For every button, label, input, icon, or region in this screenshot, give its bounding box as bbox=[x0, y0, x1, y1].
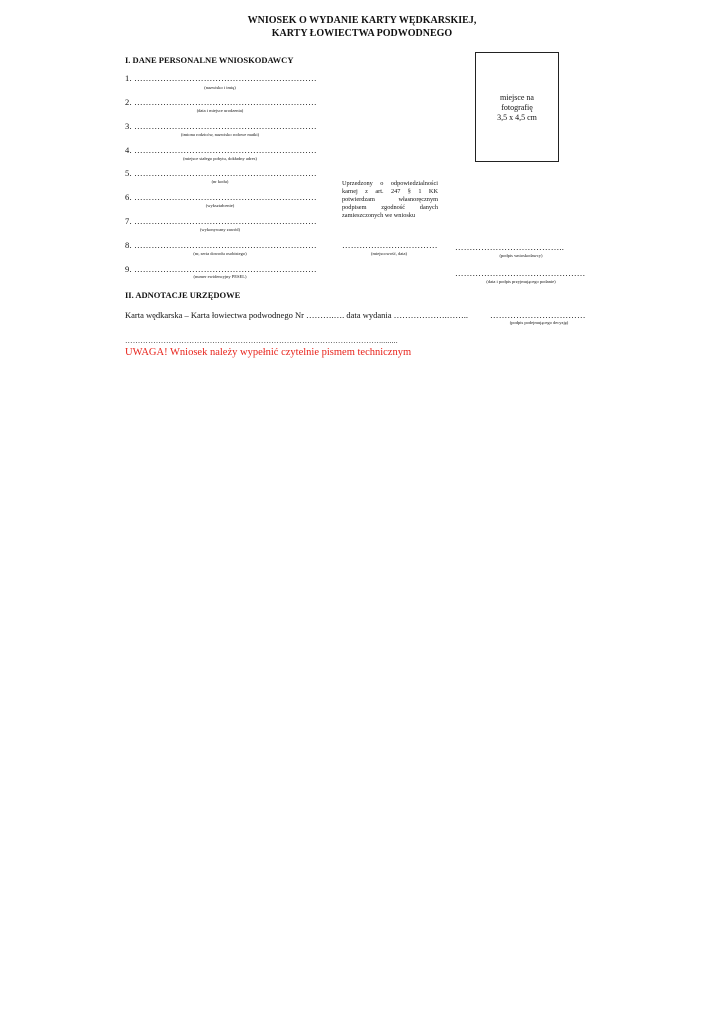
field-5-caption: (nr kodu) bbox=[211, 179, 229, 184]
photo-placeholder bbox=[475, 52, 559, 162]
form-title-line2: KARTY ŁOWIECTWA PODWODNEGO bbox=[271, 28, 453, 39]
field-3[interactable]: 3. ……………………………………………………… bbox=[125, 121, 317, 131]
statement-line-1: Uprzedzony o odpowiedzialności bbox=[342, 180, 438, 187]
field-9[interactable]: 9. ……………………………………………………… bbox=[125, 264, 317, 274]
decision-signature-field[interactable]: …………………………… bbox=[490, 310, 586, 320]
form-title-line1: WNIOSEK O WYDANIE KARTY WĘDKARSKIEJ, bbox=[247, 15, 477, 26]
field-4-caption: (miejsce stałego pobytu, dokładny adres) bbox=[183, 156, 257, 161]
photo-label-line1: miejsce na bbox=[500, 93, 534, 102]
receiver-signature-field[interactable]: ……………………………………… bbox=[455, 268, 586, 278]
section2-heading: II. ADNOTACJE URZĘDOWE bbox=[125, 290, 241, 300]
applicant-signature-caption: (podpis wnioskodawcy) bbox=[499, 253, 543, 258]
field-2[interactable]: 2. ……………………………………………………… bbox=[125, 97, 317, 107]
field-8[interactable]: 8. ……………………………………………………… bbox=[125, 240, 317, 250]
place-date-field[interactable]: …………………………… bbox=[342, 240, 438, 250]
field-5[interactable]: 5. ……………………………………………………… bbox=[125, 168, 317, 178]
field-8-caption: (nr, seria dowodu osobistego) bbox=[193, 251, 247, 256]
section1-heading: I. DANE PERSONALNE WNIOSKODAWCY bbox=[125, 55, 294, 65]
field-6[interactable]: 6. ……………………………………………………… bbox=[125, 192, 317, 202]
field-3-caption: (imiona rodziców, nazwisko rodowe matki) bbox=[180, 132, 260, 137]
statement-line-2: karnej z art. 247 § 1 KK bbox=[342, 188, 438, 195]
photo-label-line3: 3,5 x 4,5 cm bbox=[497, 113, 537, 122]
statement-line-5: zamieszczonych we wniosku bbox=[342, 212, 416, 219]
field-7[interactable]: 7. ……………………………………………………… bbox=[125, 216, 317, 226]
liability-statement bbox=[342, 180, 438, 220]
notes-line[interactable]: ………………………………………………………………………………………......... bbox=[125, 336, 398, 345]
card-number-date-line[interactable]: Karta wędkarska – Karta łowiectwa podwodnego Nr ……….…. data wydania ……………….…….. bbox=[125, 310, 468, 320]
decision-signature-caption: (podpis podejmującego decyzję) bbox=[509, 320, 569, 325]
field-9-caption: (numer ewidencyjny PESEL) bbox=[193, 274, 247, 279]
photo-label-line2: fotografię bbox=[501, 103, 533, 112]
statement-line-4: podpisem zgodność danych bbox=[342, 204, 438, 211]
warning-text: UWAGA! Wniosek należy wypełnić czytelnie pismem technicznym bbox=[125, 347, 412, 358]
field-1[interactable]: 1. ……………………………………………………… bbox=[125, 73, 317, 83]
place-date-caption: (miejscowość, data) bbox=[371, 251, 407, 256]
field-7-caption: (wykonywany zawód) bbox=[199, 227, 241, 232]
receiver-signature-caption: (data i podpis przyjmującego podanie) bbox=[486, 279, 556, 284]
field-6-caption: (wykształcenie) bbox=[205, 203, 235, 208]
field-4[interactable]: 4. ……………………………………………………… bbox=[125, 145, 317, 155]
statement-line-3: potwierdzam własnoręcznym bbox=[342, 196, 438, 203]
applicant-signature-field[interactable]: ……………………………….. bbox=[455, 242, 565, 252]
field-1-caption: (nazwisko i imię) bbox=[204, 85, 236, 90]
field-2-caption: (data i miejsce urodzenia) bbox=[196, 108, 244, 113]
